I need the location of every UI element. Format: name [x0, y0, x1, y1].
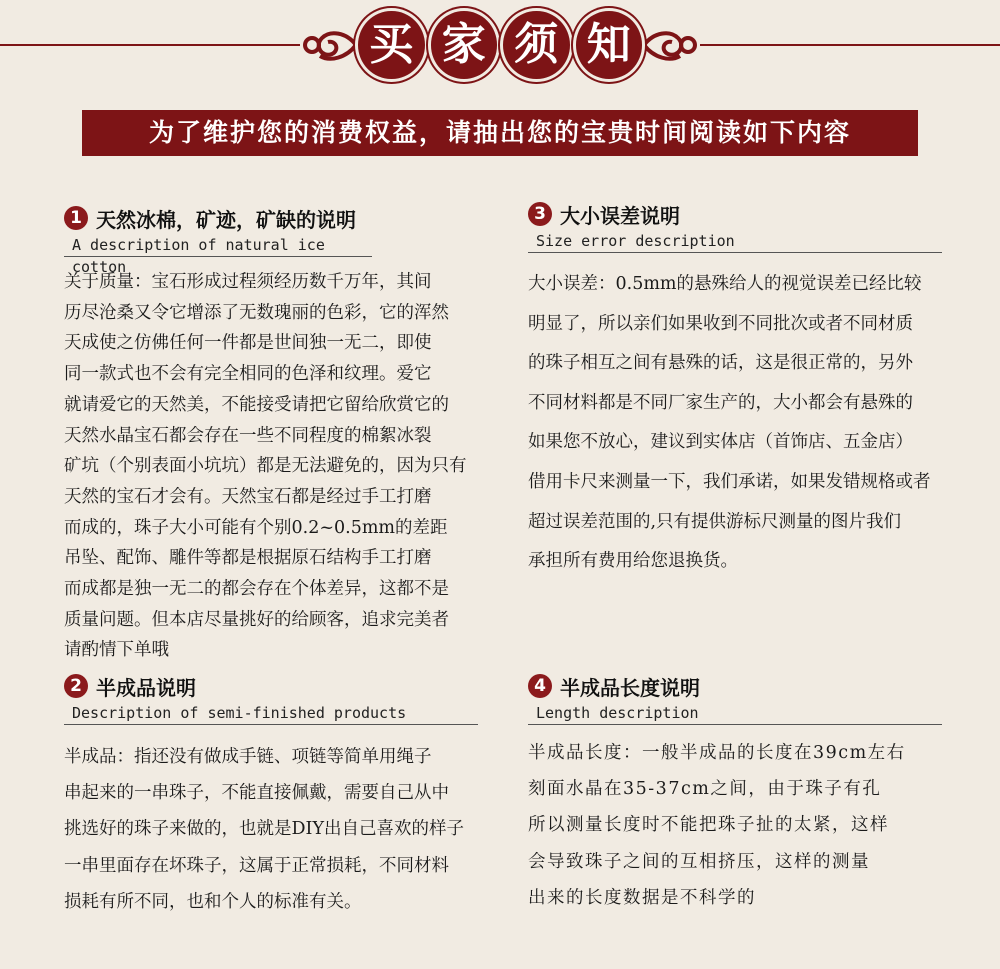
title-char: 须: [500, 8, 573, 82]
section-semi-finished: [64, 671, 504, 920]
section-title: 大小误差说明: [560, 203, 680, 228]
body-line: 而成的，珠子大小可能有个别0.2~0.5mm的差距: [64, 517, 448, 538]
body-line: 吊坠、配饰、雕件等都是根据原石结构手工打磨: [64, 548, 432, 569]
header-rule-right: [700, 44, 1000, 46]
section-subtitle: A description of natural ice cotton: [64, 234, 372, 257]
body-line: 损耗有所不同，也和个人的标准有关。: [64, 891, 362, 912]
section-title: 半成品说明: [96, 675, 196, 700]
body-line: 天然水晶宝石都会存在一些不同程度的棉絮冰裂: [64, 425, 432, 446]
section-title: 天然冰棉，矿迹，矿缺的说明: [96, 207, 356, 232]
section-subtitle: Description of semi-finished products: [64, 702, 478, 725]
subtitle-banner: 为了维护您的消费权益，请抽出您的宝贵时间阅读如下内容: [82, 110, 918, 156]
body-line: 质量问题。但本店尽量挑好的给顾客，追求完美者: [64, 609, 449, 630]
section-body: [64, 739, 504, 920]
body-line: 天成使之仿佛任何一件都是世间独一无二，即使: [64, 333, 432, 354]
body-line: 就请爱它的天然美，不能接受请把它留给欣赏它的: [64, 394, 449, 415]
body-line: 半成品：指还没有做成手链、项链等简单用绳子: [64, 747, 432, 767]
section-number-badge: 2: [64, 674, 88, 698]
body-line: 同一款式也不会有完全相同的色泽和纹理。爱它: [64, 364, 432, 385]
section-number-badge: 1: [64, 206, 88, 230]
body-line: 矿坑（个别表面小坑坑）都是无法避免的，因为只有: [64, 456, 467, 477]
page-title: [355, 6, 645, 82]
body-line: 刻面水晶在35-37cm之间，由于珠子有孔: [528, 779, 882, 800]
section-title: 半成品长度说明: [560, 675, 700, 700]
section-number-badge: 4: [528, 674, 552, 698]
body-line: 的珠子相互之间有悬殊的话，这是很正常的，另外: [528, 353, 913, 374]
section-subtitle: Size error description: [528, 230, 942, 253]
body-line: 半成品长度：一般半成品的长度在39cm左右: [528, 743, 906, 763]
body-line: 大小误差：0.5mm的悬殊给人的视觉误差已经比较: [528, 274, 922, 294]
section-body: [64, 267, 494, 666]
section-length: [528, 671, 968, 916]
section-body: [528, 735, 968, 916]
body-line: 而成都是独一无二的都会存在个体差异，这都不是: [64, 579, 449, 600]
body-line: 借用卡尺来测量一下，我们承诺，如果发错规格或者: [528, 471, 931, 492]
cloud-ornament-right-icon: [640, 22, 700, 68]
body-line: 明显了，所以亲们如果收到不同批次或者不同材质: [528, 313, 913, 334]
body-line: 如果您不放心，建议到实体店（首饰店、五金店）: [528, 432, 913, 453]
body-line: 所以测量长度时不能把珠子扯的太紧，这样: [528, 815, 889, 836]
section-size-error: [528, 199, 988, 582]
body-line: 串起来的一串珠子，不能直接佩戴，需要自己从中: [64, 783, 449, 804]
body-line: 超过误差范围的,只有提供游标尺测量的图片我们: [528, 511, 902, 532]
body-line: 会导致珠子之间的互相挤压，这样的测量: [528, 851, 870, 872]
cloud-ornament-left-icon: [300, 22, 360, 68]
body-line: 天然的宝石才会有。天然宝石都是经过手工打磨: [64, 486, 432, 507]
section-number-badge: 3: [528, 202, 552, 226]
body-line: 一串里面存在坏珠子，这属于正常损耗，不同材料: [64, 855, 449, 876]
body-line: 出来的长度数据是不科学的: [528, 887, 756, 908]
title-char: 知: [573, 8, 646, 82]
body-line: 承担所有费用给您退换货。: [528, 551, 738, 572]
body-line: 历尽沧桑又令它增添了无数瑰丽的色彩，它的浑然: [64, 302, 449, 323]
title-char: 买: [355, 8, 428, 82]
body-line: 挑选好的珠子来做的，也就是DIY出自己喜欢的样子: [64, 819, 464, 840]
body-line: 请酌情下单哦: [64, 640, 169, 661]
section-body: [528, 265, 988, 582]
header-rule-left: [0, 44, 300, 46]
body-line: 不同材料都是不同厂家生产的，大小都会有悬殊的: [528, 392, 913, 413]
section-subtitle: Length description: [528, 702, 942, 725]
section-natural-ice-cotton: [64, 203, 494, 666]
body-line: 关于质量：宝石形成过程须经历数千万年，其间: [64, 272, 432, 292]
title-char: 家: [428, 8, 501, 82]
